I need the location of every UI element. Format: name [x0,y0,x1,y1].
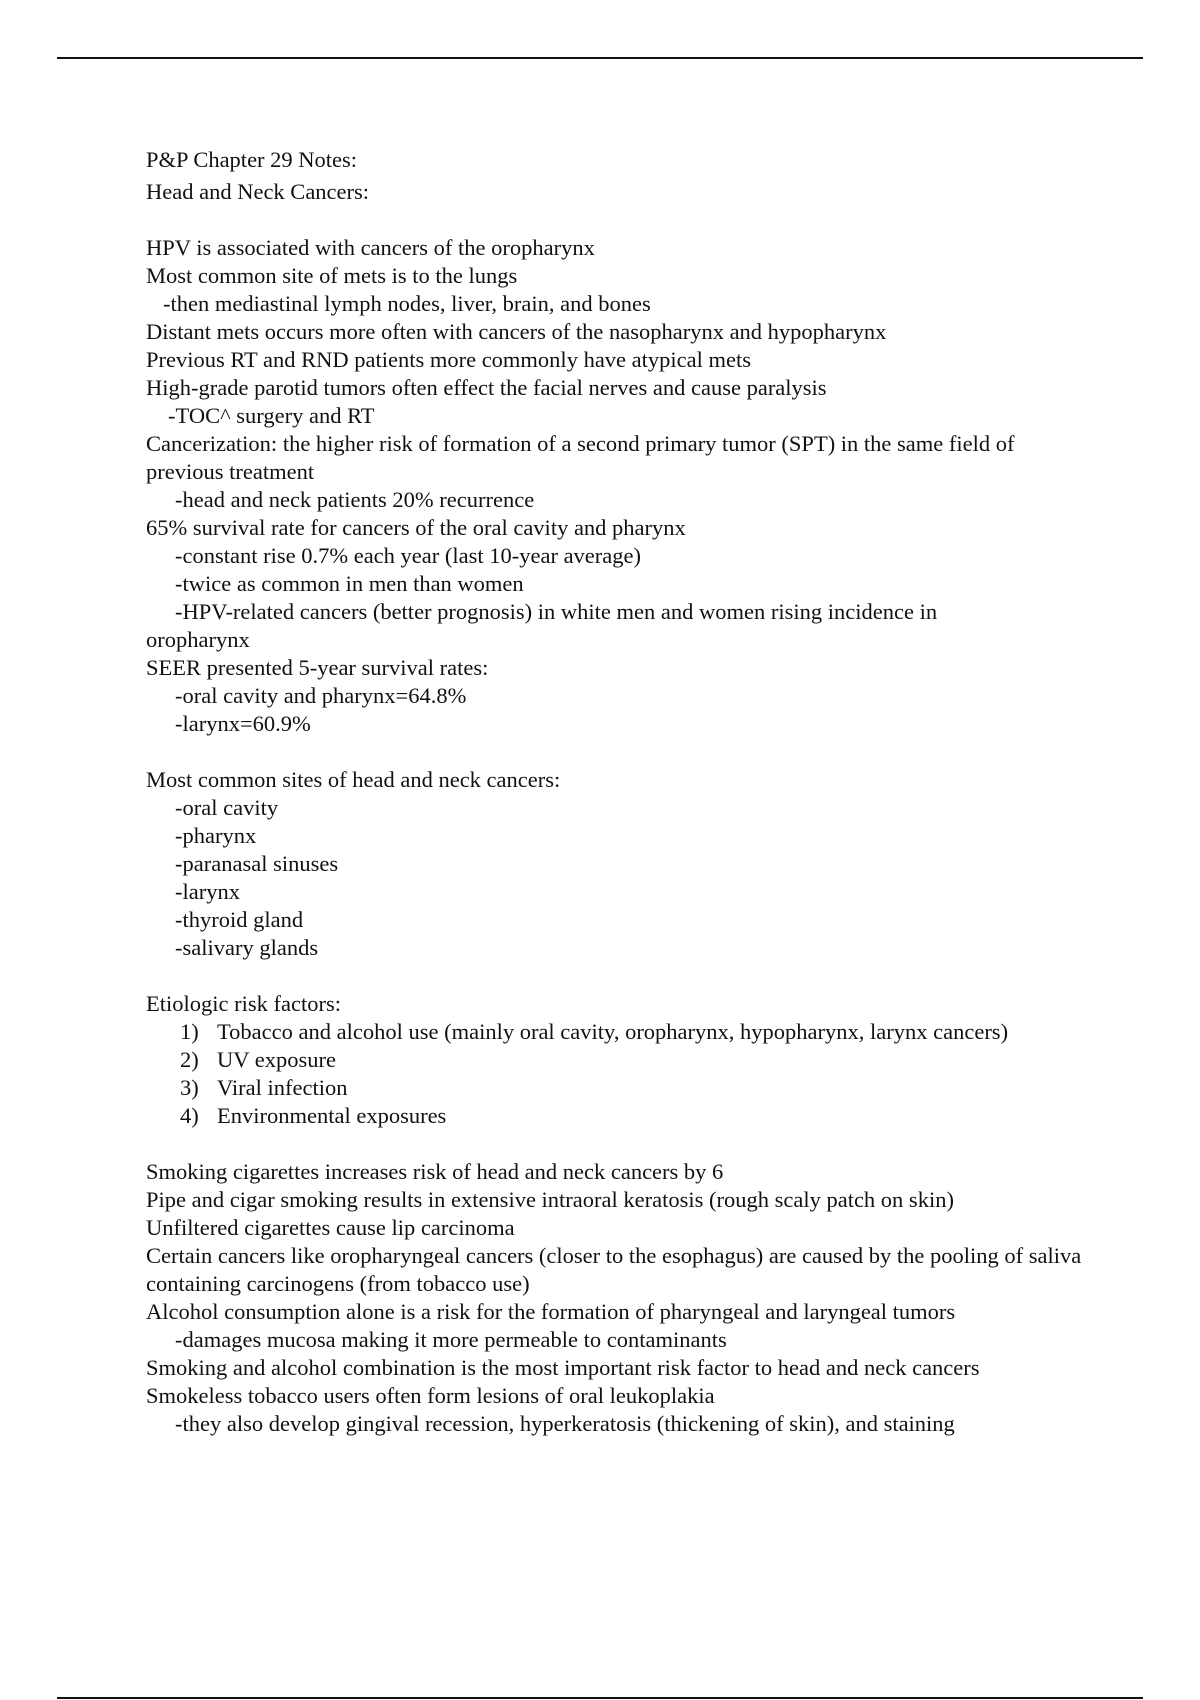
section-heading: Most common sites of head and neck cancers: [146,767,561,792]
risk-factor-item [146,1018,1091,1046]
note-subline: -oral cavity and pharynx=64.8% [175,683,467,708]
list-text: Viral infection [217,1075,348,1100]
note-line: Alcohol consumption alone is a risk for the formation of pharyngeal and laryngeal tumors [146,1299,956,1324]
document-body [146,146,1091,1438]
note-line: Most common site of mets is to the lungs [146,263,518,288]
header-rule [57,57,1143,59]
site-item: -oral cavity [175,795,279,820]
note-subline: -HPV-related cancers (better prognosis) in white men and women rising incidence in [175,599,938,624]
note-subline: -larynx=60.9% [175,711,311,736]
note-subline: -they also develop gingival recession, hyperkeratosis (thickening of skin), and staining [175,1411,955,1436]
section-heading: Etiologic risk factors: [146,991,341,1016]
note-subline: -TOC^ surgery and RT [168,403,375,428]
notes-block-risk-factors [146,990,1091,1130]
list-number: 4) [180,1103,199,1128]
notes-block-smoking [146,1158,1091,1438]
site-item: -larynx [175,879,240,904]
page-subtitle: Head and Neck Cancers: [146,179,370,204]
page-title: P&P Chapter 29 Notes: [146,147,358,172]
list-number: 1) [180,1019,199,1044]
note-line: Smoking and alcohol combination is the most important risk factor to head and neck cancers [146,1355,980,1380]
notes-block-overview [146,234,1091,738]
note-line: oropharynx [146,627,250,652]
note-line: Smoking cigarettes increases risk of head and neck cancers by 6 [146,1159,724,1184]
list-text: Environmental exposures [217,1103,447,1128]
note-line: 65% survival rate for cancers of the oral cavity and pharynx [146,515,686,540]
note-subline: -damages mucosa making it more permeable to contaminants [175,1327,727,1352]
note-line: Cancerization: the higher risk of formation of a second primary tumor (SPT) in the same field of previous treatment [146,431,1015,484]
note-subline: -head and neck patients 20% recurrence [175,487,535,512]
footer-rule [57,1697,1143,1699]
note-line: Distant mets occurs more often with cancers of the nasopharynx and hypopharynx [146,319,887,344]
note-line: Previous RT and RND patients more commonly have atypical mets [146,347,751,372]
note-subline: -constant rise 0.7% each year (last 10-year average) [175,543,642,568]
list-text: Tobacco and alcohol use (mainly oral cavity, oropharynx, hypopharynx, larynx cancers) [217,1019,1009,1044]
notes-block-sites [146,766,1091,962]
note-line: Unfiltered cigarettes cause lip carcinoma [146,1215,515,1240]
site-item: -salivary glands [175,935,319,960]
list-number: 2) [180,1047,199,1072]
note-line: Smokeless tobacco users often form lesions of oral leukoplakia [146,1383,715,1408]
note-line: Certain cancers like oropharyngeal cancers (closer to the esophagus) are caused by the pooling of saliva containing carcinogens (from tobacco use) [146,1243,1082,1296]
list-number: 3) [180,1075,199,1100]
risk-factor-item [146,1074,1091,1102]
note-subline: -then mediastinal lymph nodes, liver, brain, and bones [163,291,651,316]
note-subline: -twice as common in men than women [175,571,524,596]
note-line: Pipe and cigar smoking results in extensive intraoral keratosis (rough scaly patch on skin) [146,1187,954,1212]
risk-factor-item [146,1102,1091,1130]
site-item: -pharynx [175,823,257,848]
note-line: HPV is associated with cancers of the oropharynx [146,235,595,260]
note-line: SEER presented 5-year survival rates: [146,655,489,680]
list-text: UV exposure [217,1047,336,1072]
risk-factor-item [146,1046,1091,1074]
note-line: High-grade parotid tumors often effect the facial nerves and cause paralysis [146,375,827,400]
site-item: -thyroid gland [175,907,304,932]
site-item: -paranasal sinuses [175,851,339,876]
